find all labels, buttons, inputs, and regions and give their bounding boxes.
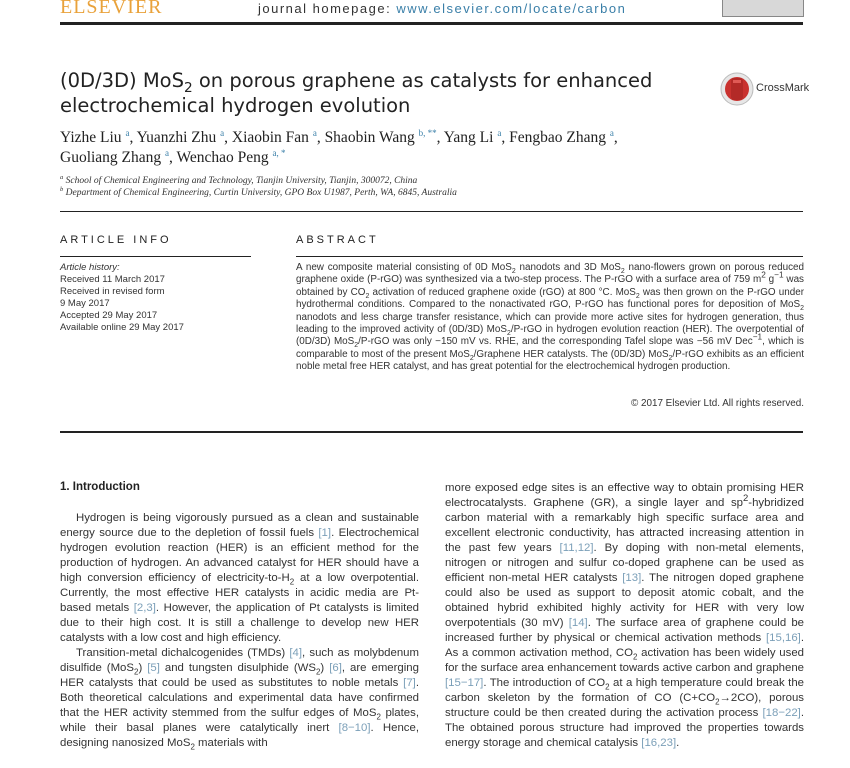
history-accepted: Accepted 29 May 2017 <box>60 310 158 321</box>
crossmark-label[interactable]: CrossMark <box>756 82 810 94</box>
crossmark-icon[interactable] <box>720 72 754 106</box>
author-list: Yizhe Liu $^a$, Yuanzhi Zhu $^a$, Xiaobin Fan $^a$, Shaobin Wang $^{b, **}$, Yang Li $^a$, Fengbao Zhang $^a$, Guoliang Zhang $^a$, Wenchao Peng $^{a, *}$ <box>60 127 618 166</box>
history-label: Article history: <box>60 262 120 273</box>
article-history <box>60 262 184 334</box>
intro-paragraph-1: Hydrogen is being vigorously pursued as a clean and sustainable energy source due to the depletion of fossil fuels [1]. Electrochemical hydrogen evolution reaction (HER) is an efficient method for the production of hydrogen. An advanced catalyst for HER should have a high conversion efficiency of electricity-$to-H_2$ at a low overpotential. Currently, the most effective HER catalysts in acidic media are Pt-based metals [2,3]. However, the application of Pt catalysts is limited due to their high cost. It is still a challenge to develop new HER catalysts with a low cost and high efficiency. <box>60 512 419 644</box>
abstract-text: A new composite material consisting of 0D MoS$_2$ nanodots and 3D MoS$_2$ nano-flowers grown on porous reduced graphene oxide (P-rGO) was synthesized via a two-step process. The P-rGO with a surface area of 759 $m^2$ $g^{-1}$ was obtained by $CO_2$ activation of reduced graphene oxide (rGO) at 800 °C. MoS$_2$ was then grown on the P-rGO under hydrothermal conditions. Compared to the nonactivated rGO, P-rGO has functional pores for deposition of MoS$_2$ nanodots and less charge transfer resistance, which can provide more active sites for hydrogen generation, thus leading to the improved activity of (0D/3D) MoS$_2$/P-rGO in hydrogen evolution reaction (HER). The overpotential of (0D/3D) MoS$_2$/P-rGO was only −150 mV vs. RHE, and the corresponding Tafel slope was −56 mV Dec$^{-1}$, which is comparable to most of the present MoS$_2$/Graphene HER catalysts. The (0D/3D) MoS$_2$/P-rGO exhibits as an efficient noble metal free HER catalyst, and has great potential for the electrochemical hydrogen production. <box>296 262 805 373</box>
abstract-bottom-rule <box>60 431 803 433</box>
left-column <box>60 511 419 751</box>
article-title: (0D/3D) MoS$_2$ on porous graphene as catalysts for enhanced electrochemical hydrogen evolution <box>60 69 653 117</box>
affiliation-b: $^b$ Department of Chemical Engineering, Curtin University, GPO Box U1987, Perth, WA, 6845, Australia <box>60 185 457 198</box>
history-received: Received 11 March 2017 <box>60 274 165 285</box>
intro-paragraph-3: more exposed edge sites is an effective way to obtain promising HER electrocatalysts. Graphene (GR), a single layer and $sp^2$-hybridized carbon material with a remarkably high specific surface area and excellent electronic conductivity, has attracted increasing attention in the past few years [11,12]. By doping with non-metal elements, nitrogen or nitrogen and sulfur co-doped graphene can be used as efficient non-metal HER catalysts [13]. The nitrogen doped graphene could also be used as support to deposit atomic cobalt, and the obtained hybrid exhibited highly activity for HER with very low overpotentials (30 mV) [14]. The surface area of graphene could be increased further by physical or chemical activation methods [15,16]. As a common activation method, $CO_2$ activation has been widely used for the surface area enhancement towards active carbon and graphene [15−17]. The introduction of $CO_2$ at a high temperature could break the carbon skeleton by the formation of CO $(C+CO_2\to 2CO)$, porous structure could be then created during the activation process [18−22]. The obtained porous structure had improved the properties towards energy storage and chemical catalysis [16,23]. <box>445 482 804 749</box>
history-revised-date: 9 May 2017 <box>60 298 110 309</box>
history-revised-label: Received in revised form <box>60 286 165 297</box>
journal-homepage <box>258 1 626 16</box>
copyright-notice: © 2017 Elsevier Ltd. All rights reserved. <box>630 398 804 409</box>
journal-cover-thumbnail <box>722 0 804 17</box>
article-info-heading: ARTICLE INFO <box>60 234 172 246</box>
history-online: Available online 29 May 2017 <box>60 322 184 333</box>
right-column <box>445 481 804 751</box>
header-rule <box>60 22 803 25</box>
abstract-heading: ABSTRACT <box>296 234 379 246</box>
publisher-logo: ELSEVIER <box>60 0 163 18</box>
abstract-rule <box>296 256 803 257</box>
article-info-rule <box>60 256 251 257</box>
journal-homepage-label: journal homepage: <box>258 1 392 16</box>
introduction-heading: 1. Introduction <box>60 481 140 493</box>
intro-paragraph-2: Transition-metal dichalcogenides (TMDs) [4], such as molybdenum disulfide (MoS$_2$) [5] and tungsten disulphide $(WS_2)$ [6], are emerging HER catalysts that could be used as substitutes to noble metals [7]. Both theoretical calculations and experimental data have confirmed that the HER activity stemmed from the sulfur edges of MoS$_2$ plates, while their basal planes were catalytically inert [8−10]. Hence, designing nanosized MoS$_2$ materials with <box>60 647 420 752</box>
affiliation-rule <box>60 211 803 212</box>
journal-homepage-link[interactable]: www.elsevier.com/locate/carbon <box>396 1 627 16</box>
affiliation-a: $^a$ School of Chemical Engineering and Technology, Tianjin University, Tianjin, 300072, China <box>60 173 418 186</box>
